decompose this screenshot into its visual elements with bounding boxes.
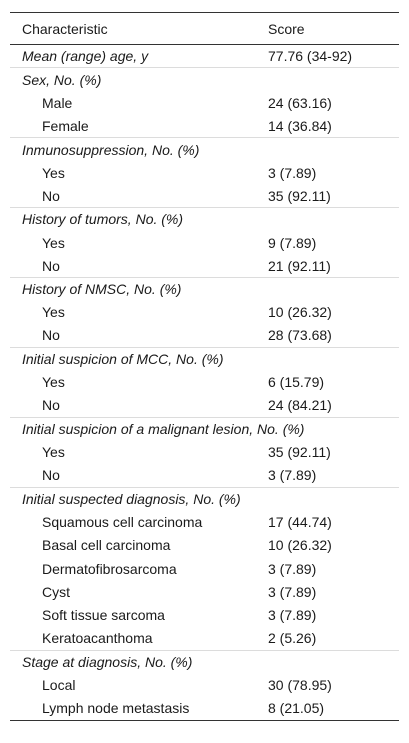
table-row: [10, 674, 399, 697]
section-value: [258, 650, 399, 673]
section-label: Initial suspected diagnosis, No. (%): [22, 491, 241, 508]
row-value: 2 (5.26): [268, 630, 317, 647]
section-row: [10, 208, 399, 231]
row-label: Local: [42, 677, 76, 694]
section-label: Sex, No. (%): [22, 71, 102, 88]
header-characteristic: Characteristic: [22, 20, 108, 37]
section-row: [10, 487, 399, 510]
section-row: [10, 68, 399, 91]
table-row: [10, 91, 399, 114]
section-row: [10, 138, 399, 161]
row-value: 10 (26.32): [268, 537, 332, 554]
section-value: 77.76 (34-92): [268, 48, 353, 65]
header-score: Score: [268, 20, 305, 37]
row-label: Squamous cell carcinoma: [42, 514, 203, 531]
row-value: 24 (84.21): [268, 397, 332, 414]
row-value: 3 (7.89): [268, 467, 317, 484]
row-label: Keratoacanthoma: [42, 630, 153, 647]
table-row: [10, 534, 399, 557]
table-row: [10, 324, 399, 347]
row-value: 8 (21.05): [268, 700, 325, 717]
row-value: 28 (73.68): [268, 327, 332, 344]
row-label: No: [42, 397, 60, 414]
characteristics-table: [10, 12, 399, 721]
row-value: 17 (44.74): [268, 514, 332, 531]
section-row: [10, 347, 399, 370]
section-label: Stage at diagnosis, No. (%): [22, 654, 193, 671]
row-label: Yes: [42, 304, 65, 321]
row-value: 24 (63.16): [268, 94, 332, 111]
table-row: [10, 114, 399, 137]
row-value: 35 (92.11): [268, 187, 331, 204]
row-label: Soft tissue sarcoma: [42, 607, 165, 624]
table-row: [10, 184, 399, 207]
table-row: [10, 464, 399, 487]
table-row: [10, 371, 399, 394]
row-label: No: [42, 327, 60, 344]
row-value: 3 (7.89): [268, 583, 317, 600]
row-label: No: [42, 257, 60, 274]
row-value: 21 (92.11): [268, 257, 331, 274]
table-row: [10, 510, 399, 533]
row-label: Yes: [42, 164, 65, 181]
table-row: [10, 254, 399, 277]
table-row: [10, 627, 399, 650]
table-row: [10, 697, 399, 720]
section-label: Initial suspicion of MCC, No. (%): [22, 351, 224, 368]
section-label: History of NMSC, No. (%): [22, 281, 182, 298]
row-label: Basal cell carcinoma: [42, 537, 171, 554]
table-row: [10, 301, 399, 324]
row-value: 10 (26.32): [268, 304, 332, 321]
row-value: 3 (7.89): [268, 607, 317, 624]
section-value: [258, 138, 399, 161]
row-label: Cyst: [42, 583, 70, 600]
row-label: Lymph node metastasis: [42, 700, 190, 717]
table-row: [10, 394, 399, 417]
section-label: Inmunosuppression, No. (%): [22, 141, 200, 158]
table-header-row: [10, 13, 399, 45]
table-row: [10, 604, 399, 627]
row-value: 14 (36.84): [268, 117, 332, 134]
table-row: [10, 441, 399, 464]
row-label: Dermatofibrosarcoma: [42, 560, 177, 577]
table-row: [10, 557, 399, 580]
row-value: 35 (92.11): [268, 444, 331, 461]
section-value: [258, 277, 399, 300]
section-value: [258, 487, 399, 510]
section-value: [258, 208, 399, 231]
row-value: 3 (7.89): [268, 560, 317, 577]
row-label: Yes: [42, 374, 65, 391]
table-row: [10, 161, 399, 184]
section-row: [10, 650, 399, 673]
row-value: 30 (78.95): [268, 677, 332, 694]
row-value: 3 (7.89): [268, 164, 317, 181]
row-label: Yes: [42, 234, 65, 251]
row-label: No: [42, 467, 60, 484]
section-label: History of tumors, No. (%): [22, 211, 184, 228]
row-label: Yes: [42, 444, 65, 461]
section-row: [10, 277, 399, 300]
row-label: No: [42, 187, 60, 204]
characteristics-table-wrapper: [10, 12, 399, 721]
section-label: Initial suspicion of a malignant lesion, No. (%): [22, 421, 305, 438]
table-body: [10, 45, 399, 721]
row-label: Male: [42, 94, 73, 111]
row-value: 9 (7.89): [268, 234, 317, 251]
section-row: [10, 45, 399, 68]
table-row: [10, 231, 399, 254]
row-value: 6 (15.79): [268, 374, 325, 391]
row-label: Female: [42, 117, 89, 134]
section-row: [10, 417, 399, 440]
section-value: [258, 68, 399, 91]
table-row: [10, 580, 399, 603]
section-label: Mean (range) age, y: [22, 48, 149, 65]
section-value: [258, 347, 399, 370]
